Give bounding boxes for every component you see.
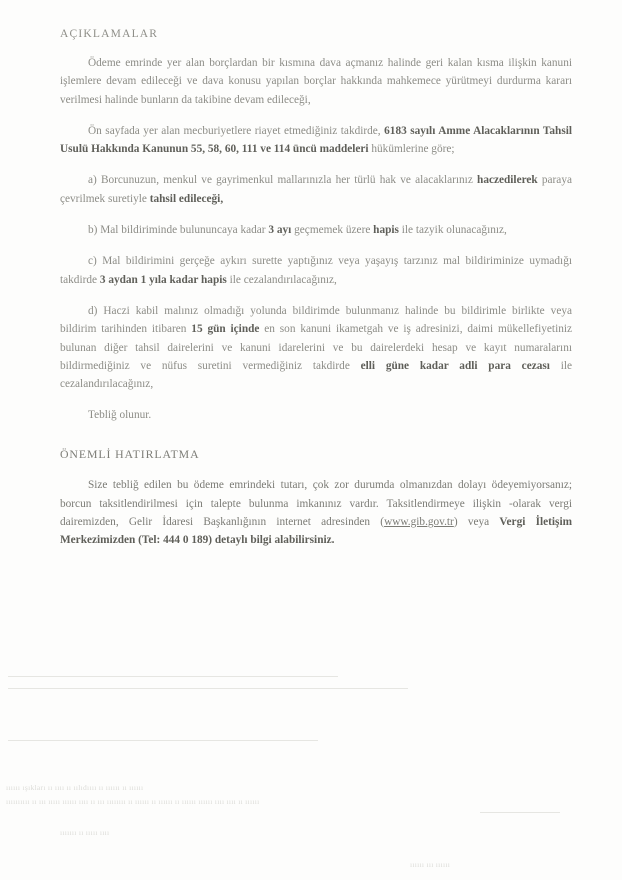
bleed-rule-2 bbox=[8, 688, 408, 689]
paragraph-item-d bbox=[60, 302, 572, 393]
item-a-bold-2: tahsil edileceği, bbox=[149, 192, 224, 205]
notice-text-2: ) veya bbox=[453, 516, 500, 529]
bleed-text-2: ıııııııııı ıı ııı ııııı ıııııı ıııı ıı ııı ıııııııı ıı ıııııı ıı ıııııı ıı ıııııı ıııııı ıııı ıııı ıı ıııııı bbox=[6, 797, 260, 806]
item-c-text-1: c) Mal bildirimini gerçeğe aykırı surette yaptığınız veya yaşayış tarzınız mal bildiriminize uymadığı takdirde bbox=[60, 255, 572, 286]
bleed-rule-4 bbox=[480, 812, 560, 813]
item-b-text-3: ile tazyik olunacağınız, bbox=[398, 224, 507, 237]
item-d-text-2: en son kanuni ikametgah ve iş adresinizi, daimi mükellefiyetiniz bulunan diğer tahsil dairelerini ve kanuni idarelerini ve bu dairelerdeki hesap ve kayıt numaralarını bildirmediğiniz ve nüfus suretini vermediğiniz takdirde bbox=[60, 323, 573, 372]
paragraph-2-text-a: Ön sayfada yer alan mecburiyetlere riayet etmediğiniz takdirde, bbox=[88, 124, 385, 137]
item-a-text-1: a) Borcunuzun, menkul ve gayrimenkul mallarınızla her türlü hak ve alacaklarınız bbox=[88, 174, 478, 187]
item-d-bold-2: elli güne kadar adli para cezası bbox=[360, 359, 550, 372]
item-a-text-2: paraya çevrilmek suretiyle bbox=[60, 174, 572, 205]
section-title-aciklamalar: AÇIKLAMALAR bbox=[60, 28, 159, 40]
item-d-bold-1: 15 gün içinde bbox=[191, 323, 260, 336]
paragraph-2-text-b: hükümlerine göre; bbox=[368, 143, 455, 156]
important-notice bbox=[60, 476, 572, 549]
closing-statement: Tebliğ olunur. bbox=[88, 409, 152, 422]
paragraph-1 bbox=[60, 54, 572, 109]
item-c-text-2: ile cezalandırılacağınız, bbox=[226, 273, 337, 286]
bleed-text-1: ıııııı ışıkları ıı ıııı ıı ıılıdıııı ıı ıııııı ıı ıııııı bbox=[6, 783, 144, 792]
paragraph-2-law-reference: 6183 sayılı Amme Alacaklarının Tahsil Usulü Hakkında Kanunun 55, 58, 60, 111 ve 114 üncü maddeleri bbox=[60, 124, 573, 156]
section-title-onemli-hatirlatma: ÖNEMLİ HATIRLATMA bbox=[60, 447, 200, 462]
bleed-text-4: ıııııı ııı ıııııı bbox=[410, 860, 451, 869]
item-d-text-3: ile cezalandırılacağınız, bbox=[60, 359, 572, 391]
item-b-text-1: b) Mal bildiriminde bulununcaya kadar bbox=[88, 224, 269, 237]
item-c-bold-1: 3 aydan 1 yıla kadar hapis bbox=[99, 273, 227, 286]
paragraph-item-a bbox=[60, 171, 572, 208]
document-body bbox=[60, 28, 572, 550]
bleed-rule-1 bbox=[8, 676, 338, 677]
paragraph-1-text: Ödeme emrinde yer alan borçlardan bir kısmına dava açmanız halinde geri kalan kısma ilişkin kanuni işlemlere devam edileceği ve dava konusu yapılan borçlar hakkında mahkemece yürütmeyi durdurma kararı verilmesi halinde bunların da takibine devam edileceği, bbox=[60, 57, 572, 106]
item-b-bold-1: 3 ayı bbox=[268, 224, 292, 237]
item-a-bold-1: haczedilerek bbox=[477, 174, 538, 187]
paragraph-item-c bbox=[60, 252, 572, 289]
paragraph-2 bbox=[60, 122, 572, 159]
item-d-text-1: d) Haczi kabil malınız olmadığı yolunda bildirimde bulunmanız halinde bu bildirimle birlikte veya bildirim tarihinden itibaren bbox=[60, 304, 572, 336]
gib-website-link[interactable]: www.gib.gov.tr bbox=[384, 516, 454, 529]
paragraph-item-b bbox=[60, 221, 572, 239]
bleed-text-3: ııııııı ıı ııııı ıııı bbox=[60, 828, 110, 837]
notice-contact-bold: Vergi İletişim Merkezimizden (Tel: 444 0 189) detaylı bilgi alabilirsiniz. bbox=[60, 516, 573, 547]
notice-text-1: Size tebliğ edilen bu ödeme emrindeki tutarı, çok zor durumda olmanızdan dolayı ödeyemiyorsanız; borcun taksitlendirilmesi için talepte bulunma imkanınız vardır. Taksitlendirmeye ilişkin -olarak vergi dairemizden, Gelir İdaresi Başkanlığının internet adresinden ( bbox=[60, 479, 572, 529]
item-b-bold-2: hapis bbox=[373, 224, 399, 237]
bleed-rule-3 bbox=[8, 740, 318, 741]
item-b-text-2: geçmemek üzere bbox=[291, 224, 374, 237]
